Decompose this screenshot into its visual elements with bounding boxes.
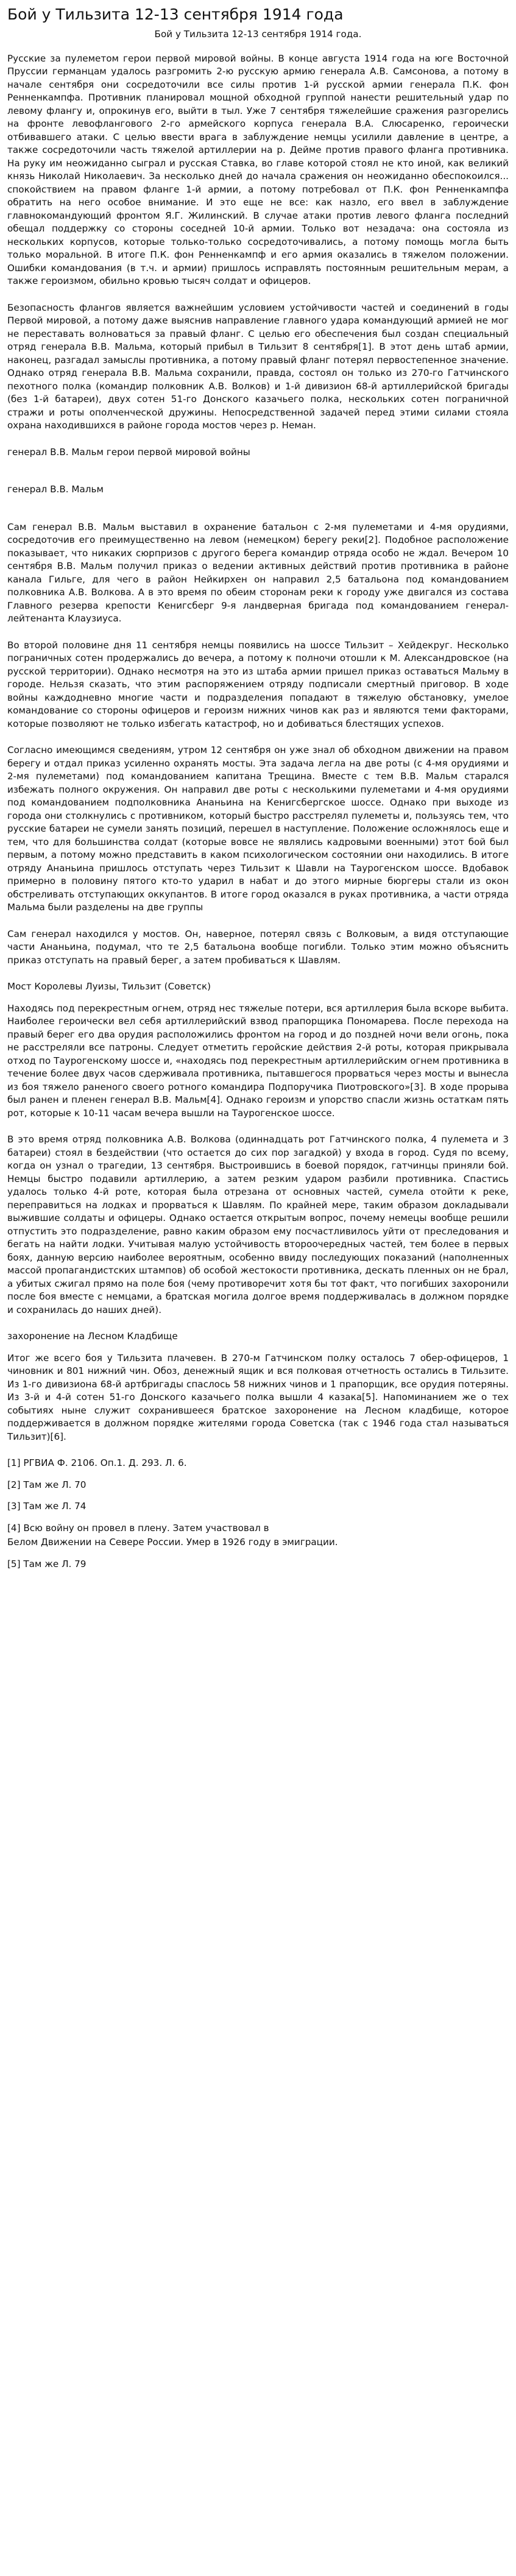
paragraph-5: Согласно имеющимся сведениям, утром 12 сентября он уже знал об обходном движении на правом берегу и отдал приказ усиленно охранять мосты. Эта задача легла на две роты (с 4-мя орудиями и 2-мя пулеметами) под командованием капитана Трещина. Вместе с тем В.В. Мальм старался избежать полного окружения. Он направил две роты с несколькими пулеметами и 4-мя орудиями под командованием подполковника Ананьина на Кенигсбергское шоссе. Однако при выходе из города они столкнулись с противником, который быстро расстрелял пулеметы и, пользуясь тем, что русские батареи не сумели занять позиций, перешел в наступление. Положение осложнялось еще и тем, что для большинства солдат (которые вовсе не являлись кадровыми военными) этот бой был первым, а потому можно представить в каком психологическом состоянии они находились. В итоге отряду Ананьина пришлось отступать через Тильзит к Шавли на Таурогенском шоссе. Вдобавок примерно в половину пятого кто-то ударил в набат и до этого мирные бюргеры стали из окон обстреливать отступающих оккупантов. В итоге город оказался в руках противника, а части отряда Мальма были разделены на две группы <box>7 745 509 913</box>
footnote-3: [3] Там же Л. 74 <box>7 1501 87 1512</box>
paragraph-7: Находясь под перекрестным огнем, отряд нес тяжелые потери, вся артиллерия была вскоре выбита. Наиболее героически вел себя артиллерийский взвод прапорщика Пономарева. После перехода на правый берег его два орудия расположились фронтом на город и до поздней ночи вели огонь, пока не расстреляли все патроны. Следует отметить геройские действия 2-й роты, которая прикрывала отход по Таурогенскому шоссе и, «находясь под перекрестным артиллерийским огнем противника в течение более двух часов сдерживала противника, пытавшегося прорваться через мосты и вынесла из боя тяжело раненого своего ротного командира Подпоручика Пиотровского»[3]. В ходе прорыва был ранен и пленен генерал В.В. Мальм[4]. Однако героизм и упорство спасли жизнь остаткам пять рот, которые к 10-11 часам вечера вышли на Таурогенское шоссе. <box>7 1002 509 1119</box>
image-caption-malm: генерал В.В. Мальм <box>7 484 104 495</box>
article-subtitle: Бой у Тильзита 12-13 сентября 1914 года. <box>154 29 362 40</box>
paragraph-6: Сам генерал находился у мостов. Он, наверное, потерял связь с Волковым, а видя отступающие части Ананьина, подумал, что те 2,5 батальона вообще погибли. Только этим можно объяснить приказ отступать на правый берег, а затем пробиваться к Шавлям. <box>7 928 509 966</box>
paragraph-2: Безопасность флангов является важнейшим условием устойчивости частей и соединений в годы Первой мировой, а потому даже выяснив направление главного удара командующий армией не мог не переставать волноваться за правый фланг. С целью его обеспечения был создан специальный отряд генерала В.В. Мальма, который прибыл в Тильзит 8 сентября[1]. В этот день штаб армии, наконец, разгадал замыслы противника, а потому правый фланг потерял первостепенное значение. Однако отряд генерала В.В. Мальма сохранили, правда, состоял он только из 270-го Гатчинского пехотного полка (командир полковник А.В. Волков) и 1-й дивизион 68-й артиллерийской бригады (без 1-й батареи), двух сотен 51-го Донского казачьего полка, нескольких сотен пограничной стражи и роты ополченческой дружины. Непосредственной задачей перед этими силами стояла охрана находившихся в районе города мостов через р. Неман. <box>7 302 509 431</box>
paragraph-1: Русские за пулеметом герои первой мировой войны. В конце августа 1914 года на юге Восточной Пруссии германцам удалось разгромить 2-ю русскую армию генерала А.В. Самсонова, а потому в начале сентября они сосредоточили все силы против 1-й русской армии генерала П.К. фон Ренненкампфа. Противник планировал мощной обходной группой нанести решительный удар по левому флангу и, опрокинув его, выйти в тыл. Уже 7 сентября тяжелейшие сражения разгорелись на фронте левофлангового 2-го армейского корпуса генерала В.А. Слюсаренко, героически отбивавшего атаки. С целью ввести врага в заблуждение немцы усилили давление в центре, а также сосредоточили часть тяжелой артиллерии на р. Дейме против правого фланга противника. На руку им неожиданно сыграл и русская Ставка, во главе которой стоял не кто иной, как великий князь Николай Николаевич. За несколько дней до начала сражения он неожиданно обеспокоился... спокойствием на правом фланге 1-й армии, а потому потребовал от П.К. фон Ренненкампфа обратить на него особое внимание. И это еще не все: как назло, его ввел в заблуждение главнокомандующий фронтом Я.Г. Жилинский. В случае атаки против левого фланга последний обещал поддержку со стороны соседней 10-й армии. Только вот незадача: она состояла из нескольких корпусов, которые только-только сосредоточивались, а потому помощь могла быть только моральной. В итоге П.К. фон Ренненкампф и его армия оказались в тяжелом положении. Ошибки командования (в т.ч. и армии) пришлось исправлять постоянным решительным мерам, а также героизмом, обильно кровью тысяч солдат и офицеров. <box>7 52 509 286</box>
footnotes <box>7 1457 509 1571</box>
footnote-2: [2] Там же Л. 70 <box>7 1479 87 1490</box>
paragraph-4: Во второй половине дня 11 сентября немцы появились на шоссе Тильзит – Хейдекруг. Несколько пограничных сотен продержались до вечера, а потому к полночи отошли к М. Александровское (на русской территории). Однако несмотря на это из штаба армии пришел приказ оставаться Мальму в городе. Нельзя сказать, что этим распоряжением отряду подписали смертный приговор. В ходе войны каждодневно многие части и подразделения попадают в тяжелую обстановку, умелое командование со стороны офицеров и героизм нижних чинов как раз и являются теми факторами, которые позволяют не только избегать катастроф, но и добиваться блестящих успехов. <box>7 639 509 729</box>
footnote-4: [4] Всю войну он провел в плену. Затем участвовал в <box>7 1522 269 1534</box>
section-heading-cemetery: захоронение на Лесном Кладбище <box>7 1331 178 1342</box>
footnote-5: [5] Там же Л. 79 <box>7 1558 87 1569</box>
paragraph-3: Сам генерал В.В. Мальм выставил в охранение батальон с 2-мя пулеметами и 4-мя орудиями, сосредоточив его преимущественно на левом (немецком) берегу реки[2]. Подобное расположение показывает, что никаких сюрпризов с другого берега командир отряда особо не ждал. Вечером 10 сентября В.В. Мальм получил приказ о ведении активных действий против противника в районе канала Гильге, для чего в район Нейкирхен он направил 2,5 батальона под командованием полковника А.В. Волкова. А в это время по обеим сторонам реки к городу уже двигался из состава Главного резерва крепости Кенигсберг 9-я ландверная бригада под командованием генерал-лейтенанта Клаузиуса. <box>7 521 509 624</box>
paragraph-9: Итог же всего боя у Тильзита плачевен. В 270-м Гатчинском полку осталось 7 обер-офицеров, 1 чиновник и 801 нижний чин. Обоз, денежный ящик и вся полковая отчетность остались в Тильзите. Из 1-го дивизиона 68-й артбригады спаслось 58 нижних чинов и 1 прапорщик, все орудия потеряны. Из 3-й и 4-й сотен 51-го Донского казачьего полка вышли 4 казака[5]. Напоминанием же о тех событиях ныне служит сохранившееся братское захоронение на Лесном кладбище, которое поддерживается в должном порядке жителями города Советска (так с 1946 года стал называться Тильзит)[6]. <box>7 1352 509 1442</box>
footnote-4-continued: Белом Движении на Севере России. Умер в 1926 году в эмиграции. <box>7 1537 338 1548</box>
paragraph-8: В это время отряд полковника А.В. Волкова (одиннадцать рот Гатчинского полка, 4 пулемета и 3 батареи) стоял в бездействии (что остается до сих пор загадкой) у входа в город. Судя по всему, когда он узнал о трагедии, 13 сентября. Выстроившись в боевой порядок, гатчинцы приняли бой. Немцы быстро подавили артиллерию, а затем резким ударом разбили противника. Спастись удалось только 4-й роте, которая была отрезана от основных частей, сумела отойти к реке, переправиться на лодках и прорваться к Шавлям. По крайней мере, таким образом докладывали выжившие солдаты и офицеры. Однако остается открытым вопрос, почему немецы вообще решили отпустить это подразделение, равно каким образом ему посчастливилось уйти от преследования и бегать на найти лодки. Учитывая малую устойчивость второочередных частей, тем более в первых боях, данную версию наиболее вероятным, особенно ввиду последующих показаний (наполненных массой пропагандистских штампов) об особой жестокости противника, дескать пленных он не брал, а убитых сжигал прямо на поле боя (чему противоречит хотя бы тот факт, что погибших захоронили после боя вместе с немцами, а братская могила долгое время поддерживалась в должном порядке и сохранилась до наших дней). <box>7 1134 509 1315</box>
image-caption-malm-hero: генерал В.В. Мальм герои первой мировой войны <box>7 446 250 458</box>
page-title: Бой у Тильзита 12-13 сентября 1914 года <box>7 5 344 23</box>
section-heading-bridge: Мост Королевы Луизы, Тильзит (Советск) <box>7 981 211 992</box>
footnote-1: [1] РГВИА Ф. 2106. Оп.1. Д. 293. Л. 6. <box>7 1457 187 1468</box>
